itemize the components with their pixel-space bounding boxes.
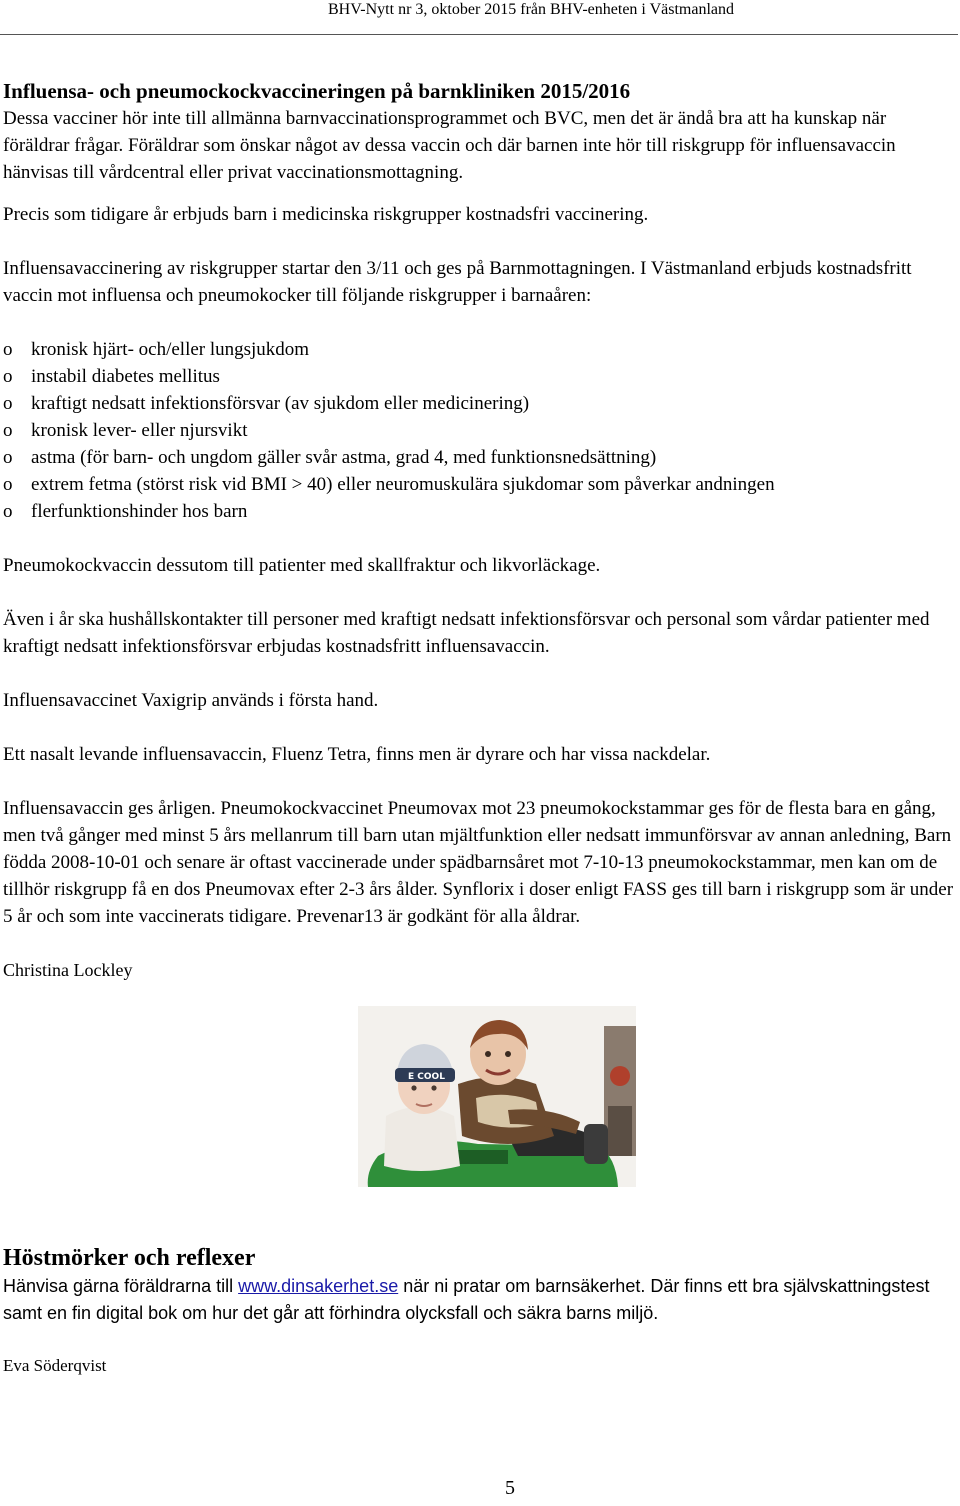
list-item-text: instabil diabetes mellitus [31, 366, 220, 387]
list-bullet: o [3, 420, 13, 441]
list-item-text: extrem fetma (störst risk vid BMI > 40) eller neuromuskulära sjukdomar som påverkar andningen [31, 474, 775, 495]
reflex-text-end: när ni pratar om barnsäkerhet. Där finns ett bra självskattningstest samt en fin digital bok om hur det går att förhindra olycksfall och säkra barns miljö. [3, 1276, 930, 1323]
list-item [3, 471, 955, 498]
list-item [3, 390, 955, 417]
reflex-text-start: Hänvisa gärna föräldrarna till [3, 1276, 239, 1296]
list-bullet: o [3, 393, 13, 414]
list-bullet: o [3, 447, 13, 468]
paragraph-risk-group-start: Influensavaccinering av riskgrupper startar den 3/11 och ges på Barnmottagningen. I Västmanland erbjuds kostnadsfritt vaccin mot influensa och pneumokocker till följande riskgrupper i barnaåren: [3, 258, 912, 306]
dinsakerhet-link[interactable]: www.dinsakerhet.se [238, 1276, 399, 1296]
paragraph-vaxigrip: Influensavaccinet Vaxigrip används i första hand. [3, 690, 379, 711]
list-item-text: kronisk lever- eller njursvikt [31, 420, 248, 441]
list-bullet: o [3, 339, 13, 360]
list-bullet: o [3, 366, 13, 387]
photo-illustration [358, 1006, 636, 1187]
paragraph-skull-fracture: Pneumokockvaccin dessutom till patienter med skallfraktur och likvorläckage. [3, 555, 601, 576]
list-bullet: o [3, 474, 13, 495]
paragraph-household-contacts: Även i år ska hushållskontakter till personer med kraftigt nedsatt infektionsförsvar och personal som vårdar patienter med kraftigt nedsatt infektionsförsvar erbjudas kostnadsfritt influensavaccin. [3, 609, 930, 657]
list-item [3, 444, 955, 471]
page-content [3, 78, 955, 1379]
intro-paragraph: Dessa vacciner hör inte till allmänna barnvaccinationsprogrammet och BVC, men det är ändå bra att ha kunskap när föräldrar frågar. Föräldrar som önskar något av dessa vaccin och där barnen inte hör till riskgrupp för influensavaccin hänvisas till vårdcentral eller privat vaccinationsmottagning. [3, 108, 896, 183]
list-item-text: kronisk hjärt- och/eller lungsjukdom [31, 339, 310, 360]
list-item-text: kraftigt nedsatt infektionsförsvar (av sjukdom eller medicinering) [31, 393, 530, 414]
header-rule [0, 34, 958, 35]
list-item [3, 363, 955, 390]
list-item-text: flerfunktionshinder hos barn [31, 501, 248, 522]
list-bullet: o [3, 501, 13, 522]
list-item-text: astma (för barn- och ungdom gäller svår astma, grad 4, med funktionsnedsättning) [31, 447, 657, 468]
paragraph-pneumovax: Influensavaccin ges årligen. Pneumokockvaccinet Pneumovax mot 23 pneumokockstammar ges för de flesta bara en gång, men två gånger med minst 5 års mellanrum till barn utan mjältfunktion eller nedsatt immunförsvar av annan anledning, Barn födda 2008-10-01 och senare är oftast vaccinerade under spädbarnsåret mot 7-10-13 pneumokockstammar, men kan om de tillhör riskgrupp få en dos Pneumovax efter 2-3 års ålder. Synflorix i doser enligt FASS ges till barn i riskgrupp som är under 5 år och som inte vaccinerats tidigare. Prevenar13 är godkänt för alla åldrar. [3, 798, 954, 927]
list-item [3, 498, 955, 525]
paragraph-free-vaccination: Precis som tidigare år erbjuds barn i medicinska riskgrupper kostnadsfri vaccinering. [3, 204, 649, 225]
reflex-paragraph [3, 1273, 955, 1327]
section-heading: Höstmörker och reflexer [3, 1245, 256, 1271]
page-number: 5 [505, 1477, 515, 1499]
list-item [3, 336, 955, 363]
photo-two-children [358, 1006, 636, 1187]
hat-lettering: E COOL [408, 1072, 445, 1082]
running-header: BHV-Nytt nr 3, oktober 2015 från BHV-enheten i Västmanland [327, 1, 734, 18]
section-author: Eva Söderqvist [3, 1356, 107, 1375]
article-author: Christina Lockley [3, 960, 133, 980]
risk-group-list [3, 336, 955, 525]
paragraph-fluenz: Ett nasalt levande influensavaccin, Fluenz Tetra, finns men är dyrare och har vissa nackdelar. [3, 744, 711, 765]
article-title: Influensa- och pneumockockvaccineringen på barnkliniken 2015/2016 [3, 79, 631, 103]
list-item [3, 417, 955, 444]
